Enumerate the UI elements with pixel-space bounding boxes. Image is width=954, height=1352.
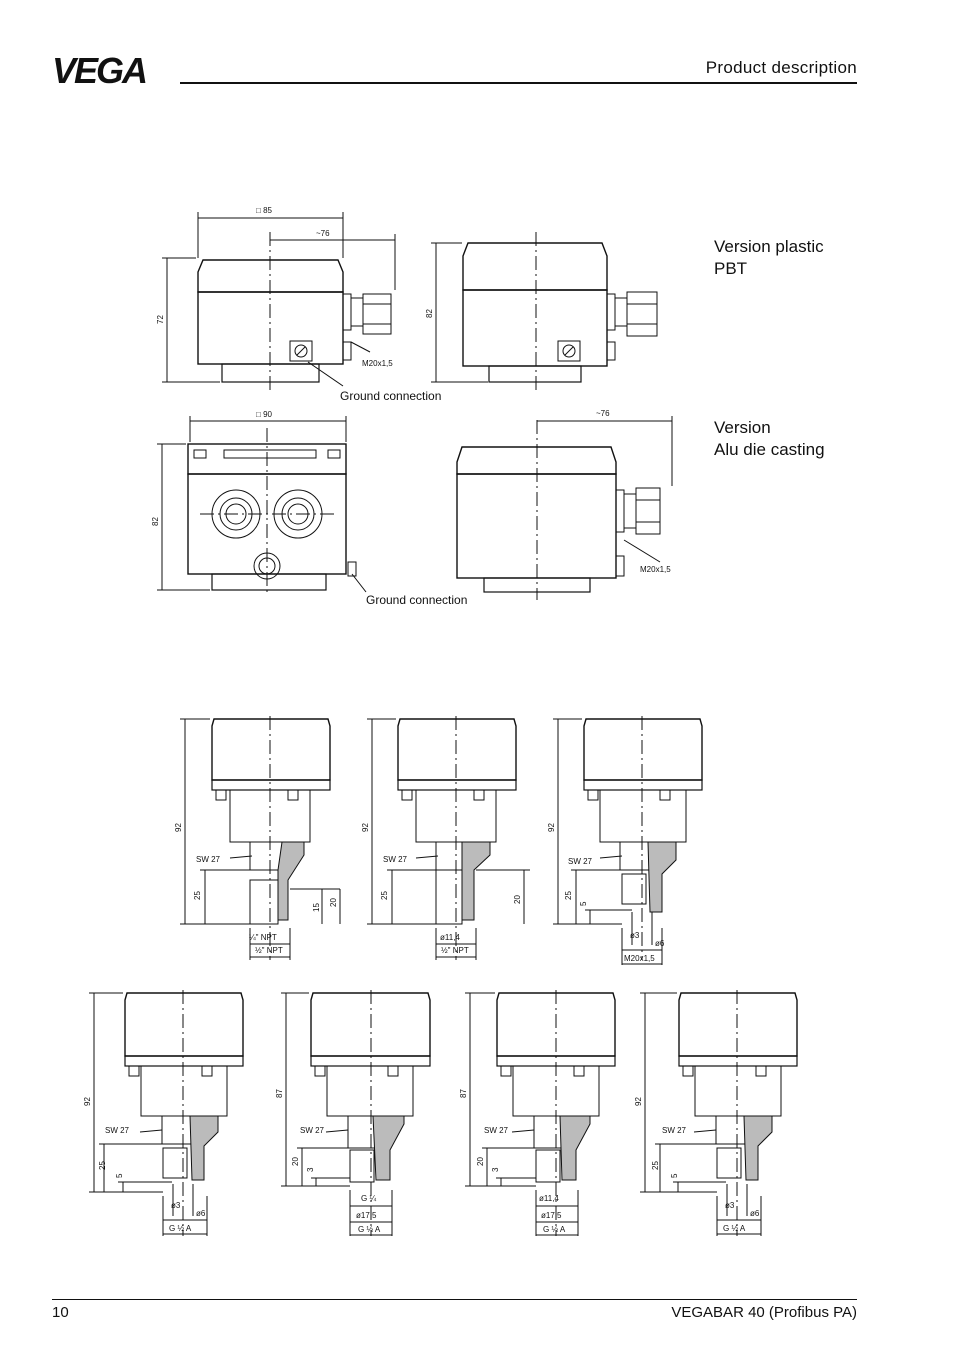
svg-text:VEGA: VEGA [52, 52, 147, 86]
dim-plastic-depth: ~76 [316, 229, 330, 238]
section-title: Product description [705, 58, 857, 77]
f4-label-dia3: ø3 [171, 1201, 181, 1210]
f1-wrench: SW 27 [196, 855, 221, 864]
plastic-housing-side [431, 232, 657, 390]
dim-f1-15: 15 [312, 903, 321, 912]
f6-wrench: SW 27 [484, 1126, 509, 1135]
dim-alu-height: 82 [151, 517, 160, 526]
dim-plastic-height: 72 [156, 315, 165, 324]
dim-f6-lower: 20 [476, 1157, 485, 1166]
f7-label-thread: G ½ A [723, 1224, 746, 1233]
dim-f1-height: 92 [174, 823, 183, 832]
f2-label-half-npt: ½" NPT [441, 946, 469, 955]
f5-wrench: SW 27 [300, 1126, 325, 1135]
f3-label-dia6: ø6 [655, 939, 665, 948]
fitting-1-npt [180, 716, 340, 960]
dim-f5-3: 3 [306, 1167, 315, 1172]
dim-f2-lower: 25 [380, 891, 389, 900]
f4-label-dia6: ø6 [196, 1209, 206, 1218]
f3-label-dia3: ø3 [630, 931, 640, 940]
dim-f2-height: 92 [361, 823, 370, 832]
dim-f3-lower: 25 [564, 891, 573, 900]
dim-f4-lower: 25 [98, 1161, 107, 1170]
alu-thread-label: M20x1,5 [640, 565, 671, 574]
caption-plastic: Version plastic PBT [714, 237, 824, 278]
dim-f2-20: 20 [513, 895, 522, 904]
document-title: VEGABAR 40 (Profibus PA) [671, 1304, 857, 1321]
dim-f4-5: 5 [115, 1173, 124, 1178]
f5-label-g-quarter: G ¼ [361, 1194, 377, 1203]
dim-f4-height: 92 [83, 1097, 92, 1106]
f5-label-dia17: ø17,5 [356, 1211, 377, 1220]
plastic-housing-front [162, 212, 395, 390]
plastic-thread-label: M20x1,5 [362, 359, 393, 368]
f4-wrench: SW 27 [105, 1126, 130, 1135]
f2-label-dia: ø11,4 [440, 933, 460, 942]
f5-label-thread: G ½ A [358, 1225, 381, 1234]
dim-alu-width: □ 90 [256, 410, 272, 419]
dim-plastic-width: □ 85 [256, 206, 272, 215]
dim-f1-20: 20 [329, 898, 338, 907]
footer-rule [52, 1299, 857, 1300]
dim-f1-lower: 25 [193, 891, 202, 900]
dim-f5-height: 87 [275, 1089, 284, 1098]
dim-f6-3: 3 [491, 1167, 500, 1172]
f6-label-thread: G ½ A [543, 1225, 566, 1234]
f6-label-dia11: ø11,4 [539, 1194, 559, 1203]
f1-label-quarter-npt: ¼" NPT [249, 933, 277, 942]
dim-f5-lower: 20 [291, 1157, 300, 1166]
plastic-ground-label: Ground connection [340, 389, 442, 403]
alu-housing-front [157, 416, 366, 596]
fitting-5-g-quarter [281, 990, 430, 1236]
dim-f7-height: 92 [634, 1097, 643, 1106]
f6-label-dia17: ø17,5 [541, 1211, 562, 1220]
fitting-3-m20 [553, 716, 702, 965]
f7-label-dia6: ø6 [750, 1209, 760, 1218]
fitting-7-g-half [640, 990, 797, 1236]
f2-wrench: SW 27 [383, 855, 408, 864]
fitting-4-g-half [89, 990, 243, 1236]
caption-alu: Version Alu die casting [714, 418, 825, 459]
dim-f7-5: 5 [670, 1173, 679, 1178]
dim-f6-height: 87 [459, 1089, 468, 1098]
dim-f7-lower: 25 [651, 1161, 660, 1170]
f1-label-half-npt: ½" NPT [255, 946, 283, 955]
f4-label-thread: G ½ A [169, 1224, 192, 1233]
dim-alu-depth: ~76 [596, 409, 610, 418]
f3-label-thread: M20x1,5 [624, 954, 655, 963]
f3-wrench: SW 27 [568, 857, 593, 866]
dim-f3-5: 5 [579, 901, 588, 906]
f7-label-dia3: ø3 [725, 1201, 735, 1210]
dim-f3-height: 92 [547, 823, 556, 832]
page-number: 10 [52, 1304, 69, 1321]
fitting-2-npt [367, 716, 530, 960]
f7-wrench: SW 27 [662, 1126, 687, 1135]
dim-plastic-side-height: 82 [425, 309, 434, 318]
alu-ground-label: Ground connection [366, 593, 468, 607]
